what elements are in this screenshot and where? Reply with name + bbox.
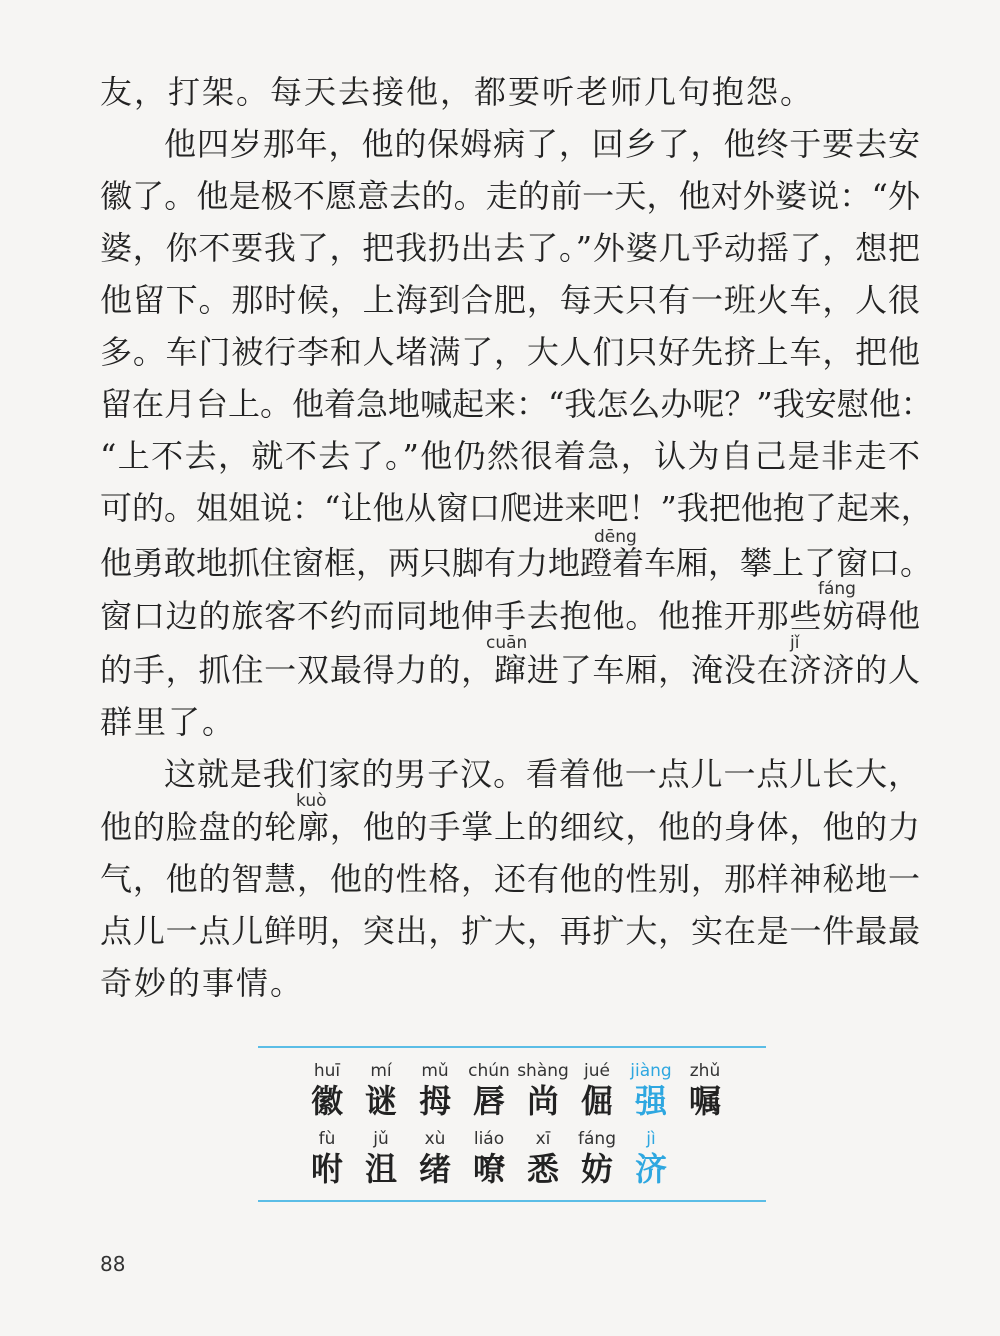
vocab-character: 妨 xyxy=(580,1150,613,1188)
vocab-char-cell xyxy=(516,1060,570,1120)
vocab-char-cell xyxy=(678,1060,732,1120)
text-line-15: 他的脸盘的轮廓，他的手掌上的细纹，他的身体，他的力 xyxy=(100,808,920,846)
vocab-pinyin: shàng xyxy=(517,1061,569,1081)
text-line-1: 友，打架。每天去接他，都要听老师几句抱怨。 xyxy=(100,73,815,111)
vocab-char-cell xyxy=(354,1128,408,1188)
vocab-character: 拇 xyxy=(418,1082,451,1120)
vocab-row-1 xyxy=(300,1060,732,1120)
vocab-character: 唇 xyxy=(472,1082,505,1120)
vocab-char-cell xyxy=(300,1128,354,1188)
vocab-pinyin: zhǔ xyxy=(689,1061,721,1081)
vocab-char-cell xyxy=(354,1060,408,1120)
text-line-7: 留在月台上。他着急地喊起来：“我怎么办呢？”我安慰他： xyxy=(100,385,933,423)
text-line-4: 婆，你不要我了，把我扔出去了。”外婆几乎动摇了，想把 xyxy=(100,229,920,267)
text-line-16: 气，他的智慧，他的性格，还有他的性别，那样神秘地一 xyxy=(100,860,920,898)
vocab-char-cell xyxy=(570,1060,624,1120)
pinyin-annotation-kuo: kuò xyxy=(296,791,327,811)
vocab-character: 悉 xyxy=(526,1150,559,1188)
vocab-pinyin: mǔ xyxy=(421,1061,449,1081)
pinyin-annotation-deng: dēng xyxy=(594,527,637,547)
vocab-pinyin: fáng xyxy=(578,1129,616,1149)
vocab-pinyin: liáo xyxy=(473,1129,505,1149)
vocab-character: 嘹 xyxy=(472,1150,505,1188)
vocab-character: 倔 xyxy=(580,1082,613,1120)
text-line-17: 点儿一点儿鲜明，突出，扩大，再扩大，实在是一件最最 xyxy=(100,912,920,950)
vocab-pinyin: jiàng xyxy=(630,1061,672,1081)
vocab-char-cell xyxy=(300,1060,354,1120)
text-line-9: 可的。姐姐说：“让他从窗口爬进来吧！”我把他抱了起来， xyxy=(100,489,933,527)
vocab-pinyin: huī xyxy=(313,1061,341,1081)
vocab-pinyin: chún xyxy=(468,1061,510,1081)
text-line-18: 奇妙的事情。 xyxy=(100,964,305,1002)
vocab-top-rule xyxy=(258,1046,766,1048)
vocab-pinyin: jǔ xyxy=(373,1129,389,1149)
text-line-3: 徽了。他是极不愿意去的。走的前一天，他对外婆说：“外 xyxy=(100,177,920,215)
vocab-pinyin: jì xyxy=(646,1129,656,1149)
pinyin-annotation-cuan: cuān xyxy=(486,633,528,653)
vocab-character: 济 xyxy=(634,1150,667,1188)
vocab-character: 强 xyxy=(634,1082,667,1120)
vocab-char-cell xyxy=(408,1060,462,1120)
text-line-5: 他留下。那时候，上海到合肥，每天只有一班火车，人很 xyxy=(100,281,920,319)
pinyin-annotation-ji: jǐ xyxy=(790,633,800,653)
vocab-character: 徽 xyxy=(310,1082,343,1120)
text-line-10: 他勇敢地抓住窗框，两只脚有力地蹬着车厢，攀上了窗口。 xyxy=(100,544,933,582)
pinyin-annotation-fang: fáng xyxy=(818,579,856,599)
vocab-character: 咐 xyxy=(310,1150,343,1188)
vocab-char-cell xyxy=(624,1060,678,1120)
vocab-pinyin: xù xyxy=(424,1129,446,1149)
vocab-char-cell xyxy=(570,1128,624,1188)
text-line-2: 他四岁那年，他的保姆病了，回乡了，他终于要去安 xyxy=(164,125,920,163)
vocab-character: 沮 xyxy=(364,1150,397,1188)
vocab-character: 谜 xyxy=(364,1082,397,1120)
vocab-char-cell xyxy=(516,1128,570,1188)
vocab-pinyin: fù xyxy=(318,1129,336,1149)
page-number: 88 xyxy=(100,1252,126,1276)
vocab-pinyin: mí xyxy=(370,1061,392,1081)
vocab-char-cell xyxy=(462,1060,516,1120)
text-line-6: 多。车门被行李和人堵满了，大人们只好先挤上车，把他 xyxy=(100,333,920,371)
vocab-pinyin: jué xyxy=(584,1061,610,1081)
vocab-character: 绪 xyxy=(418,1150,451,1188)
text-line-12: 的手，抓住一双最得力的，蹿进了车厢，淹没在济济的人 xyxy=(100,651,920,689)
text-line-11: 窗口边的旅客不约而同地伸手去抱他。他推开那些妨碍他 xyxy=(100,597,920,635)
vocab-character: 嘱 xyxy=(688,1082,721,1120)
vocab-row-2 xyxy=(300,1128,678,1188)
vocab-bottom-rule xyxy=(258,1200,766,1202)
vocab-pinyin: xī xyxy=(535,1129,551,1149)
text-line-8: “上不去，就不去了。”他仍然很着急，认为自己是非走不 xyxy=(100,437,920,475)
vocab-char-cell xyxy=(462,1128,516,1188)
vocab-char-cell xyxy=(408,1128,462,1188)
vocab-character: 尚 xyxy=(526,1082,559,1120)
text-line-14: 这就是我们家的男子汉。看着他一点儿一点儿长大， xyxy=(164,755,920,793)
text-line-13: 群里了。 xyxy=(100,703,237,741)
vocab-char-cell xyxy=(624,1128,678,1188)
